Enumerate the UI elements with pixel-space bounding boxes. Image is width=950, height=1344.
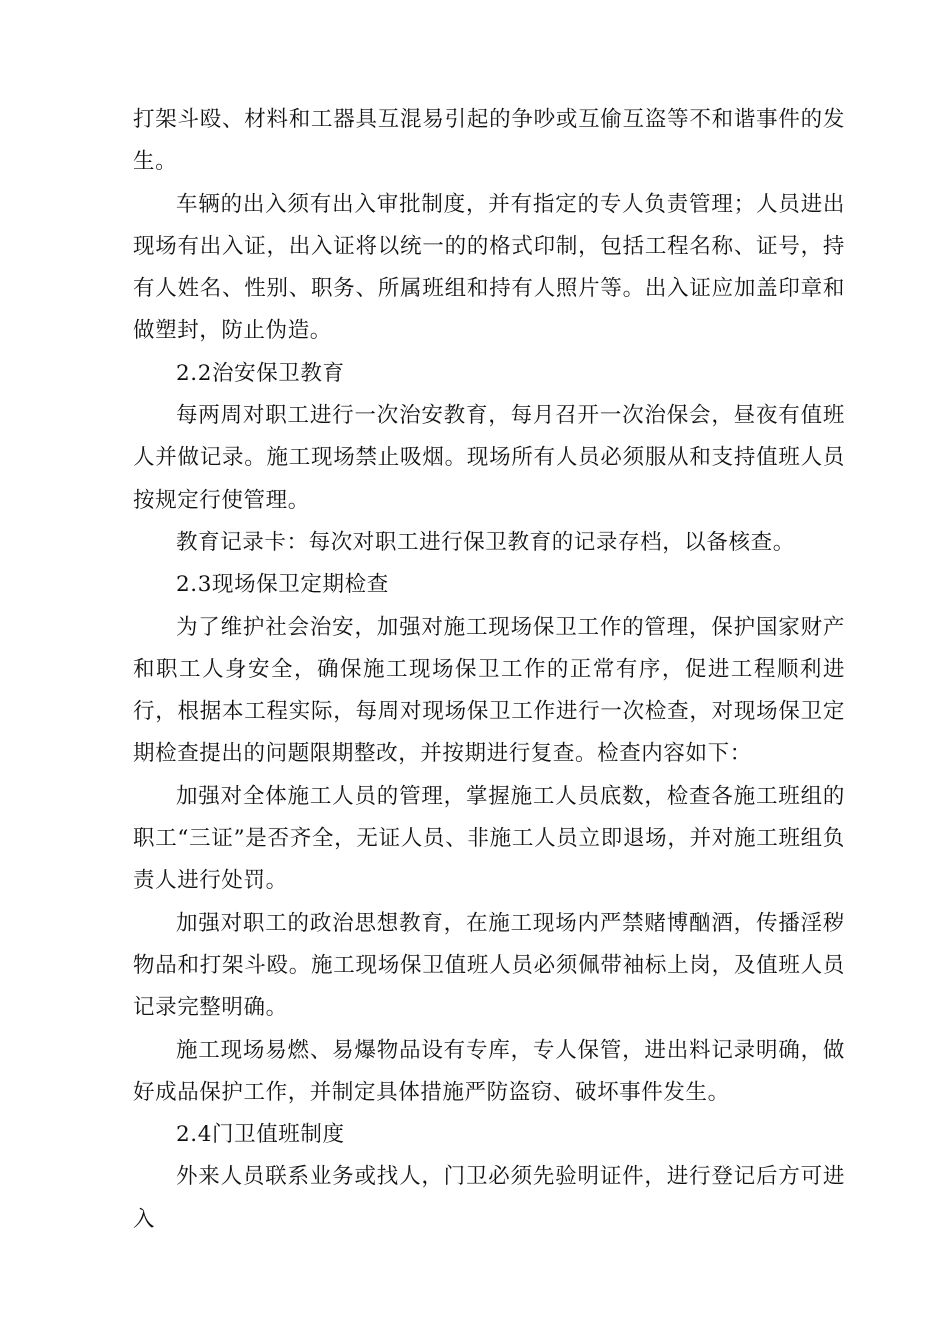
- document-body: [133, 99, 845, 1241]
- paragraph: 外来人员联系业务或找人，门卫必须先验明证件，进行登记后方可进入: [133, 1164, 845, 1232]
- section-heading-2-3: 2.3现场保卫定期检查: [176, 572, 389, 598]
- paragraph: 为了维护社会治安，加强对施工现场保卫工作的管理，保护国家财产和职工人身安全，确保施工现场保卫工作的正常有序，促进工程顺利进行，根据本工程实际，每周对现场保卫工作进行一次检查，对现场保卫定期检查提出的问题限期整改，并按期进行复查。检查内容如下：: [133, 614, 845, 767]
- paragraph: 打架斗殴、材料和工器具互混易引起的争吵或互偷互盗等不和谐事件的发生。: [133, 107, 845, 175]
- paragraph: 施工现场易燃、易爆物品设有专库，专人保管，进出料记录明确，做好成品保护工作，并制定具体措施严防盗窃、破坏事件发生。: [133, 1037, 845, 1105]
- paragraph: 教育记录卡：每次对职工进行保卫教育的记录存档，以备核查。: [176, 529, 795, 555]
- section-heading-2-2: 2.2治安保卫教育: [176, 360, 345, 386]
- paragraph: 加强对职工的政治思想教育，在施工现场内严禁赌博酗酒，传播淫秽物品和打架斗殴。施工现场保卫值班人员必须佩带袖标上岗，及值班人员记录完整明确。: [133, 910, 845, 1021]
- paragraph: 每两周对职工进行一次治安教育，每月召开一次治保会，昼夜有值班人并做记录。施工现场禁止吸烟。现场所有人员必须服从和支持值班人员按规定行使管理。: [133, 403, 845, 513]
- section-heading-2-4: 2.4门卫值班制度: [176, 1122, 345, 1148]
- paragraph: 车辆的出入须有出入审批制度，并有指定的专人负责管理；人员进出现场有出入证，出入证将以统一的的格式印制，包括工程名称、证号，持有人姓名、性别、职务、所属班组和持有人照片等。出入证应加盖印章和做塑封，防止伪造。: [133, 191, 845, 344]
- paragraph: 加强对全体施工人员的管理，掌握施工人员底数，检查各施工班组的职工“三证”是否齐全，无证人员、非施工人员立即退场，并对施工班组负责人进行处罚。: [133, 783, 845, 894]
